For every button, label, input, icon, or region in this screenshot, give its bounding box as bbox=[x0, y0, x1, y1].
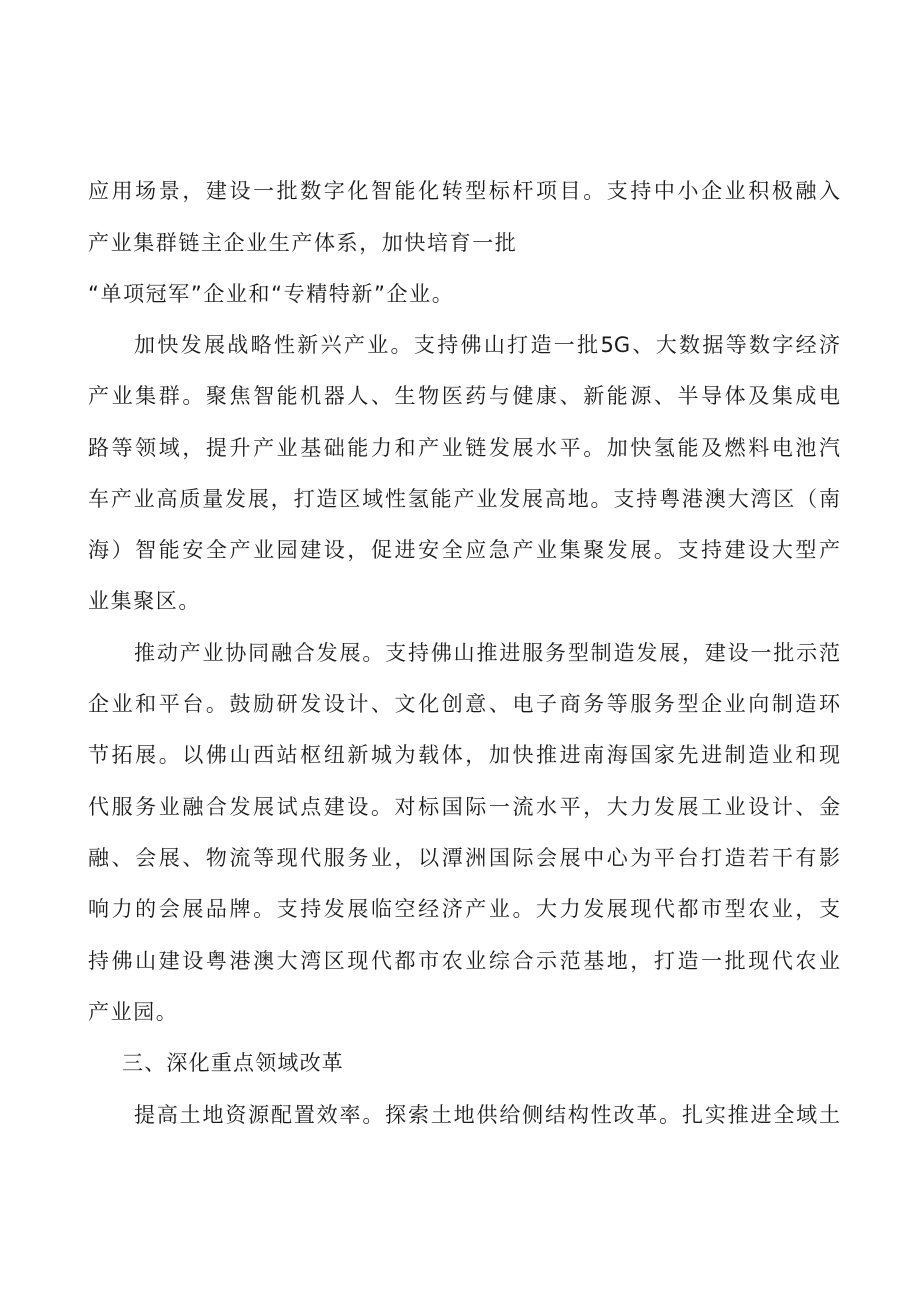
paragraph-2-line-3: 路等领域，提升产业基础能力和产业链发展水平。加快氢能及燃料电池汽 bbox=[88, 436, 840, 460]
paragraph-2-line-5: 海）智能安全产业园建设，促进安全应急产业集聚发展。支持建设大型产 bbox=[88, 538, 840, 562]
paragraph-3-line-1: 推动产业协同融合发展。支持佛山推进服务型制造发展，建设一批示范 bbox=[134, 641, 840, 665]
paragraph-3-line-5: 融、会展、物流等现代服务业，以潭洲国际会展中心为平台打造若干有影 bbox=[88, 846, 840, 870]
paragraph-3-line-2: 企业和平台。鼓励研发设计、文化创意、电子商务等服务型企业向制造环 bbox=[88, 692, 840, 716]
paragraph-3-line-7: 持佛山建设粤港澳大湾区现代都市农业综合示范基地，打造一批现代农业 bbox=[88, 949, 840, 973]
paragraph-1-line-2: 产业集群链主企业生产体系，加快培育一批 bbox=[88, 231, 518, 255]
paragraph-3-line-8: 产业园。 bbox=[88, 1000, 179, 1024]
paragraph-2-line-6: 业集聚区。 bbox=[88, 589, 201, 613]
paragraph-2-line-4: 车产业高质量发展，打造区域性氢能产业发展高地。支持粤港澳大湾区（南 bbox=[88, 487, 840, 511]
paragraph-2-line-1: 加快发展战略性新兴产业。支持佛山打造一批5G、大数据等数字经济 bbox=[134, 333, 840, 357]
paragraph-3-line-6: 响力的会展品牌。支持发展临空经济产业。大力发展现代都市型农业，支 bbox=[88, 897, 840, 921]
section-heading: 三、深化重点领域改革 bbox=[122, 1051, 344, 1075]
paragraph-2-line-2: 产业集群。聚焦智能机器人、生物医药与健康、新能源、半导体及集成电 bbox=[88, 384, 840, 408]
paragraph-3-line-3: 节拓展。以佛山西站枢纽新城为载体，加快推进南海国家先进制造业和现 bbox=[88, 743, 840, 767]
paragraph-4-line-1: 提高土地资源配置效率。探索土地供给侧结构性改革。扎实推进全域土 bbox=[134, 1103, 840, 1127]
paragraph-1-line-1: 应用场景，建设一批数字化智能化转型标杆项目。支持中小企业积极融入 bbox=[88, 179, 840, 203]
paragraph-1-line-3: “单项冠军”企业和“专精特新”企业。 bbox=[88, 282, 455, 306]
paragraph-3-line-4: 代服务业融合发展试点建设。对标国际一流水平，大力发展工业设计、金 bbox=[88, 795, 840, 819]
